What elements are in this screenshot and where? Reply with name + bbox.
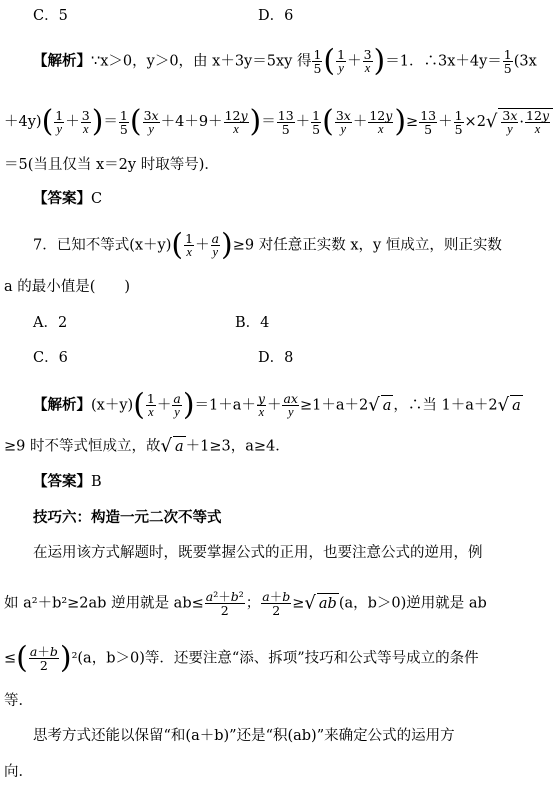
sqrt-expression: $\frac{3x}{y}$ · $\frac{12y}{x}$	[498, 108, 553, 136]
option-d: D．8	[258, 350, 294, 366]
option-b: B．4	[235, 315, 270, 331]
option-c: C．6	[33, 350, 68, 366]
fraction: $\frac{1}{5}$	[313, 47, 322, 76]
answer-tag: 【答案】	[33, 190, 91, 207]
option-c: C．5	[33, 8, 68, 24]
answer-value: B	[91, 474, 102, 490]
option-a: A．2	[33, 315, 68, 331]
solution-tag: 【解析】	[33, 52, 91, 70]
answer-tag: 【答案】	[33, 473, 91, 490]
option-d: D．6	[258, 8, 294, 24]
solution-tag: 【解析】	[33, 396, 91, 414]
answer-value: C	[91, 191, 103, 207]
solution-text: ∵x＞0，y＞0，由 x＋3y＝5xy 得	[91, 53, 312, 70]
